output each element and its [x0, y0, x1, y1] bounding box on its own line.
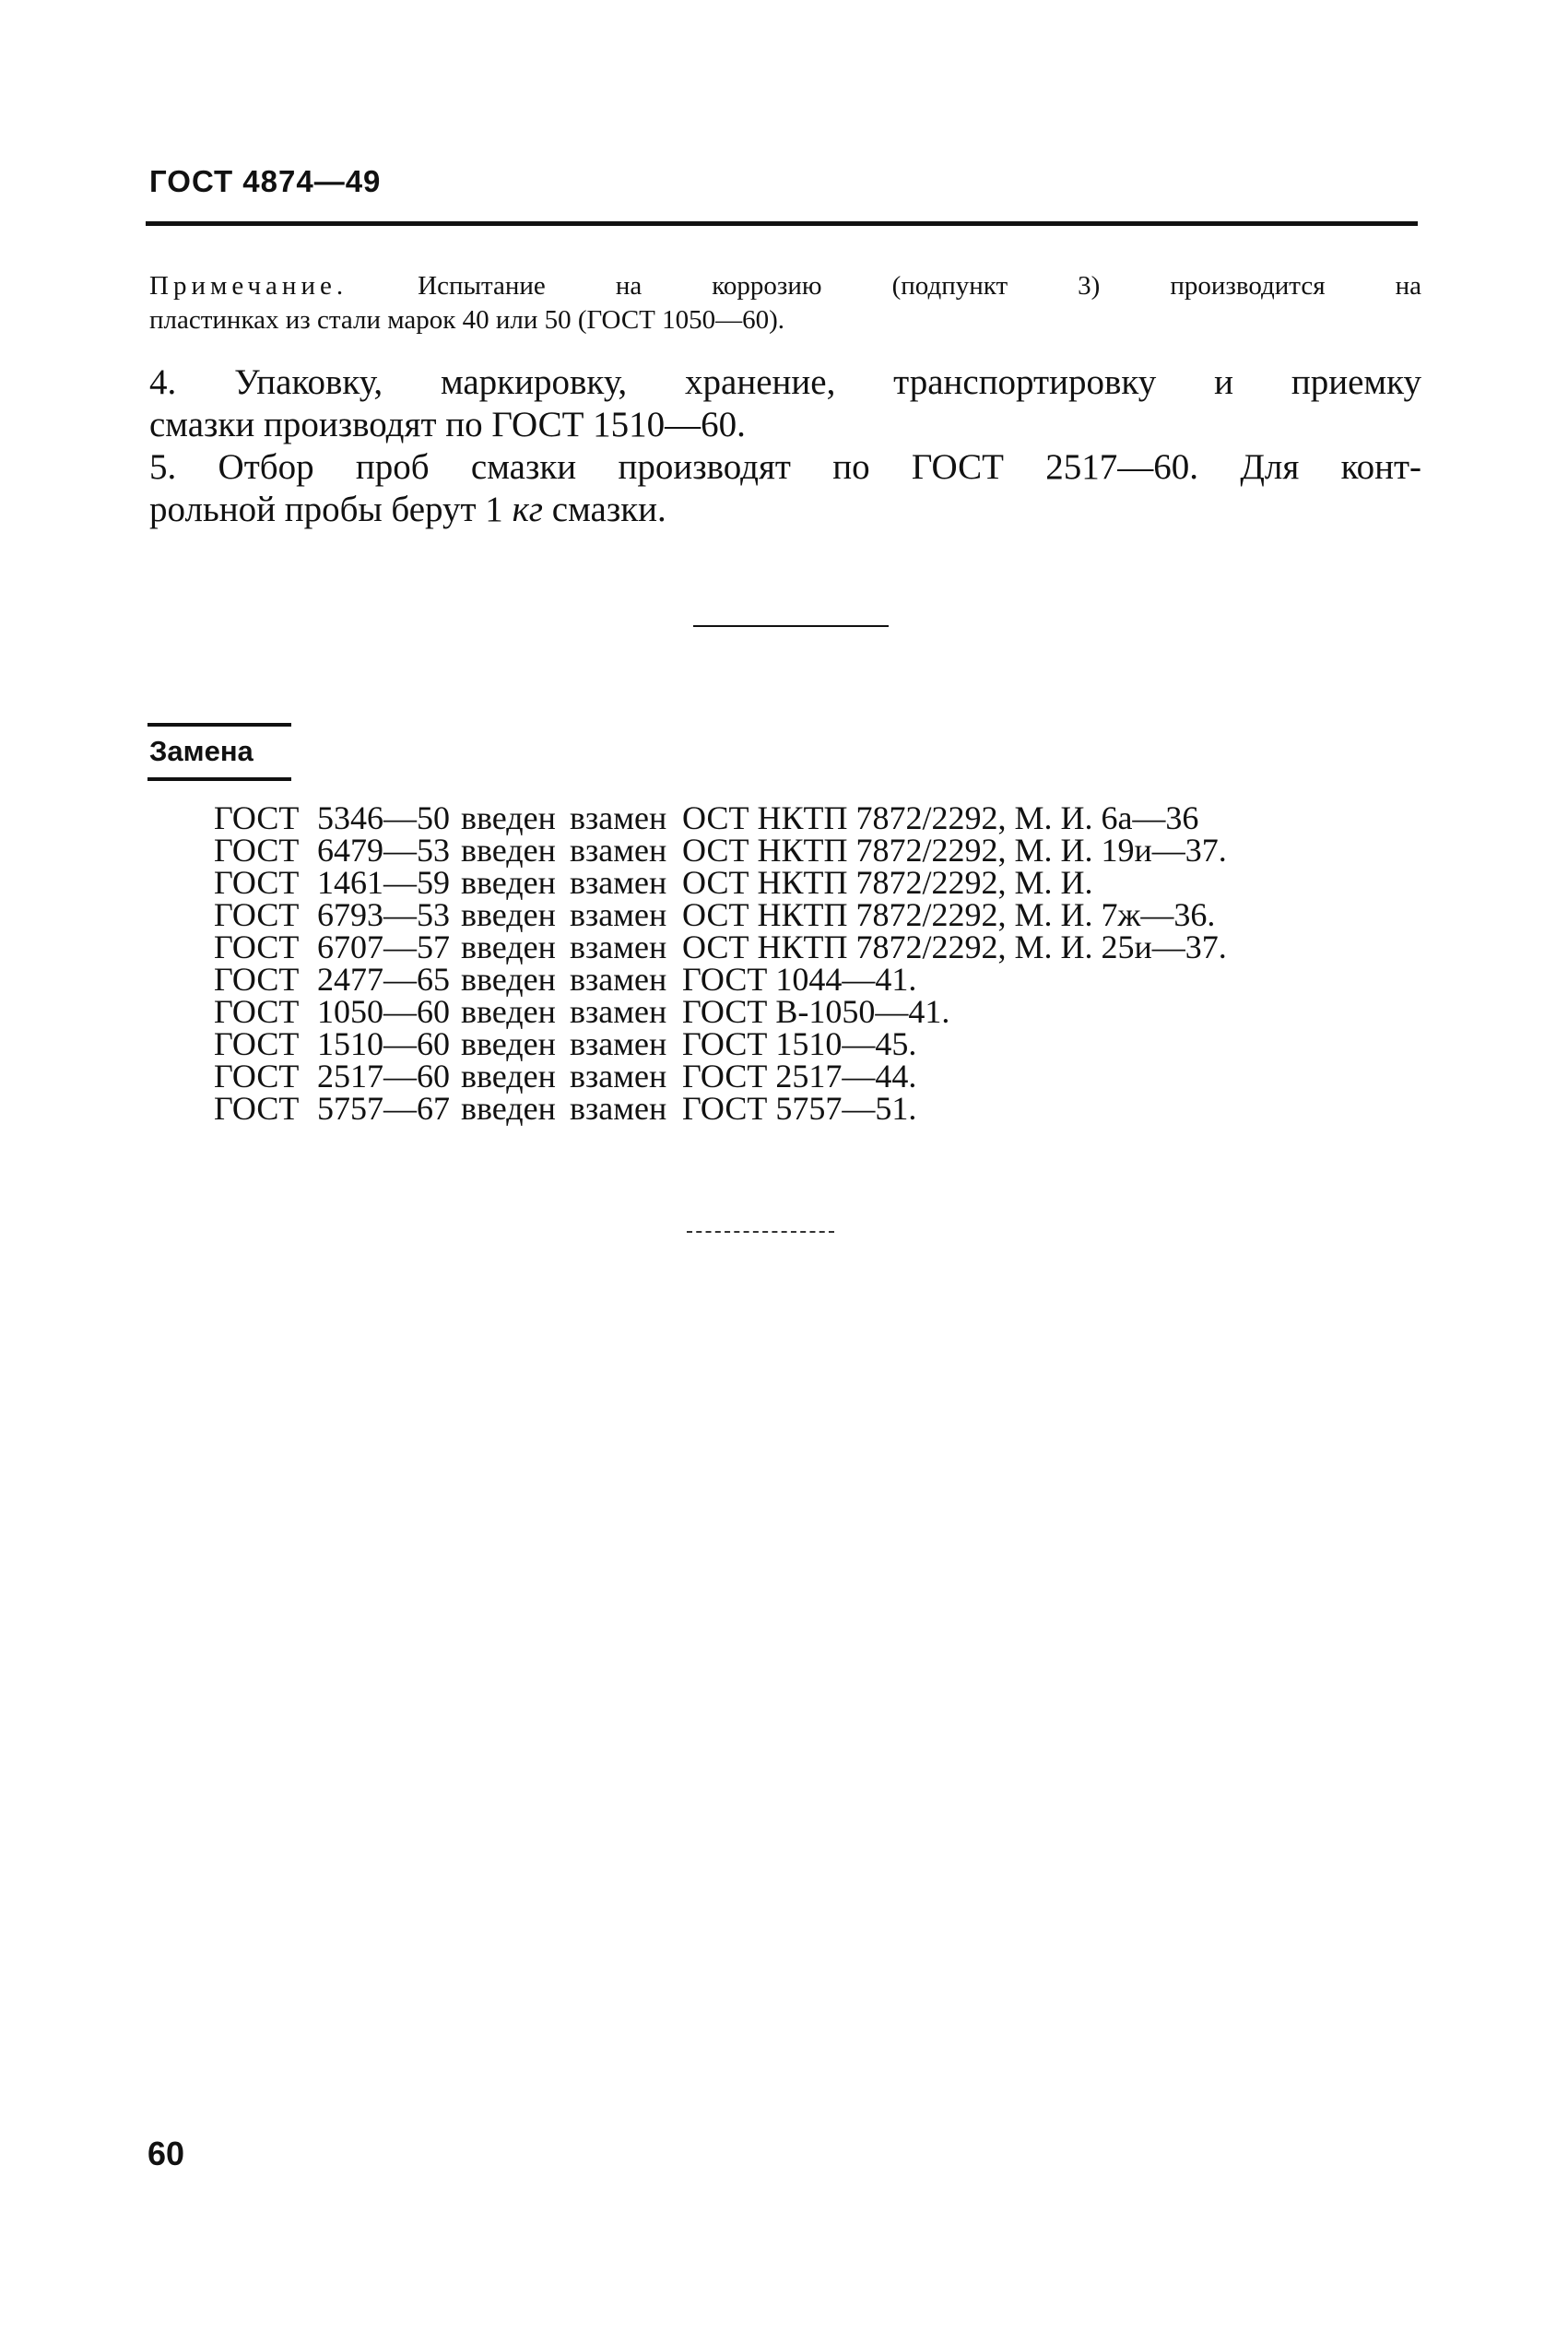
- standard-prefix: ГОСТ: [214, 1090, 300, 1127]
- replacing-word: взамен: [570, 961, 667, 998]
- standard-number: 5757—67: [317, 1090, 450, 1127]
- note-line-2: пластинках из стали марок 40 или 50 (ГОСТ 1050—60).: [149, 305, 785, 335]
- standard-prefix: ГОСТ: [214, 1025, 300, 1062]
- section-divider: [693, 625, 889, 627]
- standard-prefix: ГОСТ: [214, 799, 300, 836]
- replacement-row: [214, 1090, 1227, 1127]
- standard-number: 1510—60: [317, 1025, 450, 1062]
- standard-prefix: ГОСТ: [214, 864, 300, 901]
- standard-number: 6793—53: [317, 896, 450, 933]
- replacement-row: [214, 961, 1227, 998]
- note-label: Примечание.: [149, 271, 348, 301]
- standard-number: 5346—50: [317, 799, 450, 836]
- replacement-row: [214, 1060, 1227, 1093]
- replacement-title-bottom-rule: [147, 777, 291, 781]
- replaced-document: ГОСТ 2517—44.: [682, 1058, 917, 1095]
- replacing-word: взамен: [570, 832, 667, 869]
- standard-prefix: ГОСТ: [214, 993, 300, 1030]
- replacing-word: взамен: [570, 896, 667, 933]
- note-text-1: Испытание на коррозию (подпункт 3) производится на: [418, 271, 1421, 301]
- replaced-document: ГОСТ 1510—45.: [682, 1025, 917, 1062]
- introduced-word: введен: [461, 799, 556, 836]
- replacing-word: взамен: [570, 1090, 667, 1127]
- paragraph-5-line-1: 5. Отбор проб смазки производят по ГОСТ 2517—60. Для конт-: [149, 447, 1421, 487]
- introduced-word: введен: [461, 832, 556, 869]
- introduced-word: введен: [461, 1090, 556, 1127]
- paragraph-4-line-2: смазки производят по ГОСТ 1510—60.: [149, 405, 746, 444]
- replacement-section-title: Замена: [149, 735, 253, 767]
- standard-prefix: ГОСТ: [214, 896, 300, 933]
- replacement-row: [214, 993, 1227, 1030]
- paragraph-4: [149, 361, 1421, 446]
- replacement-list: [214, 799, 1227, 1127]
- note-block: [149, 269, 1421, 337]
- replacement-row: [214, 1025, 1227, 1062]
- standard-number: 1050—60: [317, 993, 450, 1030]
- standard-prefix: ГОСТ: [214, 961, 300, 998]
- unit-kg: кг: [512, 490, 544, 529]
- standard-number: 6479—53: [317, 832, 450, 869]
- standard-number: 1461—59: [317, 864, 450, 901]
- standard-number: 2517—60: [317, 1058, 450, 1095]
- replacement-row: [214, 864, 1227, 901]
- replacing-word: взамен: [570, 799, 667, 836]
- introduced-word: введен: [461, 1025, 556, 1062]
- introduced-word: введен: [461, 929, 556, 965]
- replacement-row: [214, 799, 1227, 836]
- replaced-document: ОСТ НКТП 7872/2292, М. И.: [682, 864, 1093, 901]
- standard-number: 6707—57: [317, 929, 450, 965]
- paragraph-4-line-1: 4. Упаковку, маркировку, хранение, транспортировку и приемку: [149, 362, 1421, 402]
- standard-prefix: ГОСТ: [214, 832, 300, 869]
- paragraph-5-line-2: [149, 489, 1421, 531]
- introduced-word: введен: [461, 896, 556, 933]
- introduced-word: введен: [461, 993, 556, 1030]
- introduced-word: введен: [461, 961, 556, 998]
- header-rule: [146, 221, 1418, 226]
- replacing-word: взамен: [570, 864, 667, 901]
- standard-prefix: ГОСТ: [214, 929, 300, 965]
- note-line-1: [149, 269, 1421, 303]
- replaced-document: ОСТ НКТП 7872/2292, М. И. 19и—37.: [682, 832, 1227, 869]
- replaced-document: ГОСТ 1044—41.: [682, 961, 917, 998]
- replaced-document: ОСТ НКТП 7872/2292, М. И. 6а—36: [682, 799, 1199, 836]
- replacing-word: взамен: [570, 993, 667, 1030]
- replacing-word: взамен: [570, 1058, 667, 1095]
- replacement-title-top-rule: [147, 723, 291, 727]
- replaced-document: ГОСТ 5757—51.: [682, 1090, 917, 1127]
- standard-number: 2477—65: [317, 961, 450, 998]
- replacing-word: взамен: [570, 929, 667, 965]
- end-divider: [687, 1231, 834, 1233]
- replacement-row: [214, 931, 1227, 964]
- paragraph-5-text-a: рольной пробы берут 1: [149, 490, 513, 529]
- replaced-document: ГОСТ В-1050—41.: [682, 993, 950, 1030]
- replaced-document: ОСТ НКТП 7872/2292, М. И. 7ж—36.: [682, 896, 1216, 933]
- page-number: 60: [147, 2135, 185, 2172]
- running-header-title: ГОСТ 4874—49: [149, 164, 382, 198]
- replacing-word: взамен: [570, 1025, 667, 1062]
- standard-prefix: ГОСТ: [214, 1058, 300, 1095]
- replacement-row: [214, 896, 1227, 933]
- paragraph-5: [149, 446, 1421, 531]
- paragraph-5-text-b: смазки.: [543, 490, 666, 529]
- replaced-document: ОСТ НКТП 7872/2292, М. И. 25и—37.: [682, 929, 1227, 965]
- introduced-word: введен: [461, 1058, 556, 1095]
- introduced-word: введен: [461, 864, 556, 901]
- replacement-row: [214, 834, 1227, 867]
